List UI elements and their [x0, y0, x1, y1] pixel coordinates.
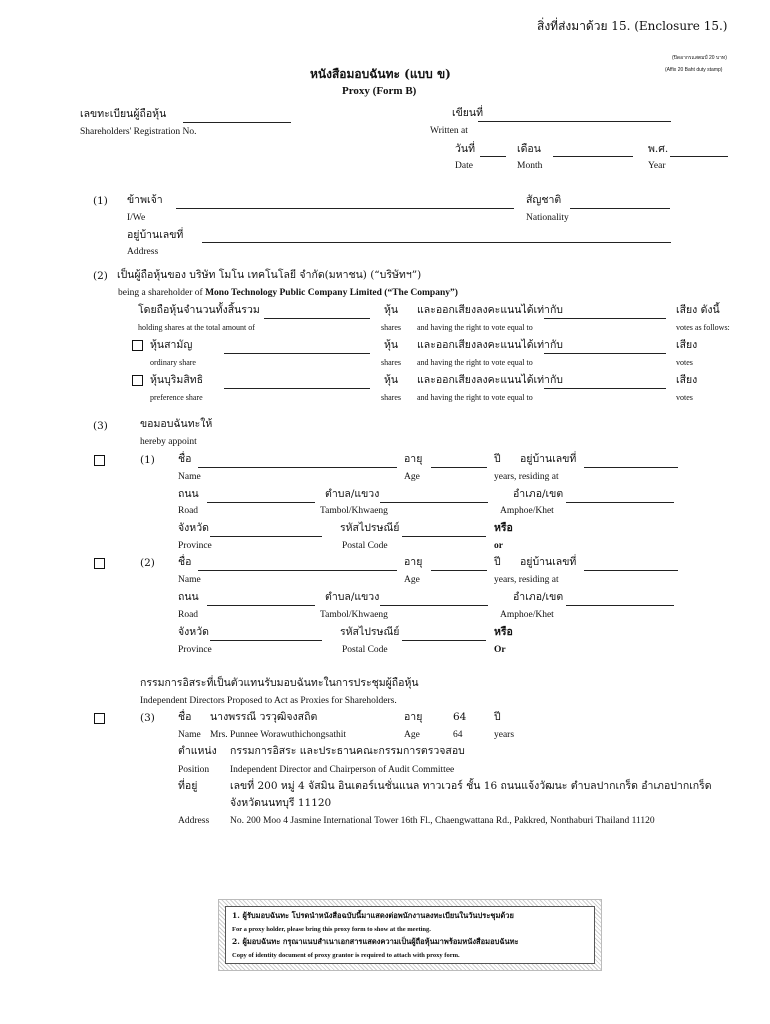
form-title-english: Proxy (Form B) — [342, 85, 417, 97]
proxy-3-age-value-thai: 64 — [453, 711, 467, 723]
proxy-1-road-label-english: Road — [178, 506, 199, 516]
proxy-1-amphoe-field[interactable] — [566, 502, 674, 503]
proxy-3-year-thai: ปี — [494, 711, 501, 723]
proxy-3-address-thai-line-1: เลขที่ 200 หมู่ 4 จัสมิน อินเตอร์เนชั่นแนล ทาวเวอร์ ชั้น 16 ถนนแจ้งวัฒนะ ตำบลปากเกร็ด อำเภอปากเกร็ด — [230, 780, 712, 792]
proxy-1-name-field[interactable] — [198, 467, 397, 468]
proxy-3-age-value-english: 64 — [453, 730, 463, 740]
nationality-label-english: Nationality — [526, 213, 569, 223]
month-label-thai: เดือน — [517, 143, 541, 155]
proxy-3-position-label-english: Position — [178, 765, 210, 775]
preference-votes-english: votes — [676, 393, 693, 402]
proxy-1-tambol-label-thai: ตำบล/แขวง — [325, 488, 380, 500]
appoint-label-thai: ขอมอบฉันทะให้ — [140, 418, 213, 430]
ordinary-share-label-english: ordinary share — [150, 358, 196, 367]
proxy-1-amphoe-label-english: Amphoe/Khet — [500, 506, 554, 516]
proxy-1-province-label-english: Province — [178, 541, 212, 551]
proxy-1-residing-label-english: years, residing at — [494, 472, 559, 482]
registration-field[interactable] — [183, 122, 291, 123]
ordinary-share-checkbox[interactable] — [132, 340, 143, 351]
proxy-3-name-thai: นางพรรณี วรวุฒิจงสถิต — [210, 711, 318, 723]
ordinary-hun-thai: หุ้น — [384, 339, 399, 351]
ordinary-vote-label-english: and having the right to vote equal to — [417, 358, 533, 367]
proxy-1-age-label-english: Age — [404, 472, 420, 482]
proxy-2-residing-label-english: years, residing at — [494, 575, 559, 585]
nationality-field[interactable] — [570, 208, 670, 209]
proxy-1-year-thai: ปี — [494, 453, 501, 465]
proxy-3-address-label-thai: ที่อยู่ — [178, 780, 198, 792]
proxy-2-tambol-field[interactable] — [380, 605, 488, 606]
total-shares-label-english: holding shares at the total amount of — [138, 323, 255, 332]
preference-shares-english: shares — [381, 393, 401, 402]
proxy-3-position-label-thai: ตำแหน่ง — [178, 745, 217, 757]
proxy-2-number: (2) — [140, 557, 155, 569]
month-label-english: Month — [517, 161, 543, 171]
date-label-thai: วันที่ — [455, 143, 475, 155]
proxy-3-number: (3) — [140, 712, 155, 724]
proxy-2-age-label-thai: อายุ — [404, 556, 423, 568]
proxy-1-age-field[interactable] — [431, 467, 487, 468]
preference-vote-label-thai: และออกเสียงลงคะแนนได้เท่ากับ — [417, 374, 563, 386]
iwe-field[interactable] — [176, 208, 514, 209]
section-2-number: (2) — [93, 270, 108, 282]
preference-vote-label-english: and having the right to vote equal to — [417, 393, 533, 402]
proxy-2-postal-label-english: Postal Code — [342, 645, 388, 655]
stamp-note-english: (Affix 20 Baht duty stamp) — [665, 67, 723, 73]
proxy-2-amphoe-label-thai: อำเภอ/เขต — [513, 591, 564, 603]
proxy-2-road-label-thai: ถนน — [178, 591, 199, 603]
proxy-2-residing-label-thai: อยู่บ้านเลขที่ — [520, 556, 577, 568]
iwe-label-thai: ข้าพเจ้า — [127, 194, 163, 206]
proxy-1-road-label-thai: ถนน — [178, 488, 199, 500]
proxy-1-postal-label-thai: รหัสไปรษณีย์ — [340, 522, 400, 534]
total-vote-label-thai: และออกเสียงลงคะแนนได้เท่ากับ — [417, 304, 563, 316]
proxy-2-residing-field[interactable] — [584, 570, 678, 571]
month-field[interactable] — [553, 156, 633, 157]
note-1-thai: 1. ผู้รับมอบฉันทะ โปรดนำหนังสือฉบับนี้มาแสดงต่อพนักงานลงทะเบียนในวันประชุมด้วย — [232, 911, 514, 920]
preference-votes-field[interactable] — [544, 388, 666, 389]
proxy-3-address-label-english: Address — [178, 816, 210, 826]
proxy-2-province-label-thai: จังหวัด — [178, 626, 209, 638]
appoint-label-english: hereby appoint — [140, 437, 197, 447]
proxy-2-year-thai: ปี — [494, 556, 501, 568]
address-label-thai: อยู่บ้านเลขที่ — [127, 229, 184, 241]
preference-shares-field[interactable] — [224, 388, 370, 389]
proxy-2-postal-label-thai: รหัสไปรษณีย์ — [340, 626, 400, 638]
proxy-3-year-english: years — [494, 730, 515, 740]
preference-share-label-english: preference share — [150, 393, 203, 402]
proxy-2-or-thai: หรือ — [494, 626, 513, 638]
preference-hun-thai: หุ้น — [384, 374, 399, 386]
proxy-2-age-field[interactable] — [431, 570, 487, 571]
proxy-1-or-thai: หรือ — [494, 522, 513, 534]
proxy-3-age-label-thai: อายุ — [404, 711, 423, 723]
total-shares-field[interactable] — [264, 318, 370, 319]
registration-label-english: Shareholders' Registration No. — [80, 127, 197, 137]
proxy-2-road-label-english: Road — [178, 610, 199, 620]
shareholder-of-thai: เป็นผู้ถือหุ้นของ บริษัท โมโน เทคโนโลยี จำกัด(มหาชน) (“บริษัทฯ”) — [117, 269, 422, 281]
proxy-3-position-thai: กรรมการอิสระ และประธานคณะกรรมการตรวจสอบ — [230, 745, 465, 757]
ordinary-vote-label-thai: และออกเสียงลงคะแนนได้เท่ากับ — [417, 339, 563, 351]
note-2-thai: 2. ผู้มอบฉันทะ กรุณาแนบสำเนาเอกสารแสดงความเป็นผู้ถือหุ้นมาพร้อมหนังสือมอบฉันทะ — [232, 937, 519, 946]
proxy-1-residing-field[interactable] — [584, 467, 678, 468]
proxy-2-postal-field[interactable] — [402, 640, 486, 641]
proxy-1-name-label-english: Name — [178, 472, 201, 482]
preference-siang-thai: เสียง — [676, 374, 698, 386]
proxy-2-amphoe-field[interactable] — [566, 605, 674, 606]
proxy-2-province-label-english: Province — [178, 645, 212, 655]
proxy-3-checkbox[interactable] — [94, 713, 105, 724]
proxy-1-name-label-thai: ชื่อ — [178, 453, 192, 465]
address-field[interactable] — [202, 242, 671, 243]
total-vote-label-english: and having the right to vote equal to — [417, 323, 533, 332]
registration-label-thai: เลขทะเบียนผู้ถือหุ้น — [80, 108, 167, 120]
ordinary-shares-field[interactable] — [224, 353, 370, 354]
proxy-1-checkbox[interactable] — [94, 455, 105, 466]
proxy-1-province-label-thai: จังหวัด — [178, 522, 209, 534]
total-votes-field[interactable] — [544, 318, 666, 319]
nationality-label-thai: สัญชาติ — [526, 194, 562, 206]
total-shares-label-thai: โดยถือหุ้นจำนวนทั้งสิ้นรวม — [138, 304, 260, 316]
ordinary-votes-english: votes — [676, 358, 693, 367]
proxy-3-age-label-english: Age — [404, 730, 420, 740]
year-field[interactable] — [670, 156, 728, 157]
ordinary-shares-english: shares — [381, 358, 401, 367]
votes-as-follows-english: votes as follows: — [676, 323, 730, 332]
written-at-field[interactable] — [478, 121, 671, 122]
shareholder-of-english: being a shareholder of Mono Technology Public Company Limited (“The Company”) — [118, 288, 458, 298]
written-at-label-thai: เขียนที่ — [452, 107, 484, 119]
proxy-3-address-english: No. 200 Moo 4 Jasmine International Tower 16th Fl., Chaengwattana Rd., Pakkred, Nonthaburi Thailand 11120 — [230, 816, 655, 826]
proxy-3-position-english: Independent Director and Chairperson of Audit Committee — [230, 765, 455, 775]
notes-box — [218, 899, 602, 971]
date-label-english: Date — [455, 161, 473, 171]
proxy-1-tambol-label-english: Tambol/Khwaeng — [320, 506, 388, 516]
total-hun-thai: หุ้น — [384, 304, 399, 316]
proxy-2-name-field[interactable] — [198, 570, 397, 571]
independent-directors-heading-thai: กรรมการอิสระที่เป็นตัวแทนรับมอบฉันทะในการประชุมผู้ถือหุ้น — [140, 677, 419, 689]
proxy-2-or-english: Or — [494, 645, 506, 655]
note-1-english: For a proxy holder, please bring this proxy form to show at the meeting. — [232, 926, 431, 933]
proxy-2-name-label-thai: ชื่อ — [178, 556, 192, 568]
proxy-1-postal-label-english: Postal Code — [342, 541, 388, 551]
proxy-1-tambol-field[interactable] — [380, 502, 488, 503]
date-field[interactable] — [480, 156, 506, 157]
independent-directors-heading-english: Independent Directors Proposed to Act as Proxies for Shareholders. — [140, 696, 397, 706]
votes-as-follows-thai: เสียง ดังนี้ — [676, 304, 720, 316]
preference-share-checkbox[interactable] — [132, 375, 143, 386]
ordinary-votes-field[interactable] — [544, 353, 666, 354]
proxy-1-road-field[interactable] — [207, 502, 315, 503]
proxy-1-number: (1) — [140, 454, 155, 466]
proxy-3-name-label-thai: ชื่อ — [178, 711, 192, 723]
proxy-1-postal-field[interactable] — [402, 536, 486, 537]
iwe-label-english: I/We — [127, 213, 146, 223]
proxy-1-residing-label-thai: อยู่บ้านเลขที่ — [520, 453, 577, 465]
proxy-1-province-field[interactable] — [210, 536, 322, 537]
proxy-1-or-english: or — [494, 541, 503, 551]
year-label-thai: พ.ศ. — [648, 143, 669, 155]
section-1-number: (1) — [93, 195, 108, 207]
note-2-english: Copy of identity document of proxy grantor is required to attach with proxy form. — [232, 952, 460, 959]
written-at-label-english: Written at — [430, 126, 468, 136]
proxy-2-name-label-english: Name — [178, 575, 201, 585]
notes-inner — [225, 906, 595, 964]
proxy-1-amphoe-label-thai: อำเภอ/เขต — [513, 488, 564, 500]
enclosure-label: สิ่งที่ส่งมาด้วย 15. (Enclosure 15.) — [537, 19, 728, 33]
proxy-2-tambol-label-thai: ตำบล/แขวง — [325, 591, 380, 603]
stamp-note-thai: (ปิดอากรแสตมป์ 20 บาท) — [672, 55, 727, 61]
proxy-2-age-label-english: Age — [404, 575, 420, 585]
proxy-1-age-label-thai: อายุ — [404, 453, 423, 465]
proxy-2-tambol-label-english: Tambol/Khwaeng — [320, 610, 388, 620]
year-label-english: Year — [648, 161, 666, 171]
ordinary-siang-thai: เสียง — [676, 339, 698, 351]
form-title-thai: หนังสือมอบฉันทะ (แบบ ข) — [310, 67, 451, 81]
proxy-3-address-thai-line-2: จังหวัดนนทบุรี 11120 — [230, 797, 332, 809]
proxy-3-name-english: Mrs. Punnee Worawuthichongsathit — [210, 730, 347, 740]
address-label-english: Address — [127, 247, 159, 257]
proxy-2-province-field[interactable] — [210, 640, 322, 641]
section-3-number: (3) — [93, 420, 108, 432]
proxy-2-road-field[interactable] — [207, 605, 315, 606]
proxy-3-name-label-english: Name — [178, 730, 201, 740]
total-shares-english: shares — [381, 323, 401, 332]
proxy-2-amphoe-label-english: Amphoe/Khet — [500, 610, 554, 620]
proxy-2-checkbox[interactable] — [94, 558, 105, 569]
preference-share-label-thai: หุ้นบุริมสิทธิ — [150, 374, 204, 386]
ordinary-share-label-thai: หุ้นสามัญ — [150, 339, 193, 351]
